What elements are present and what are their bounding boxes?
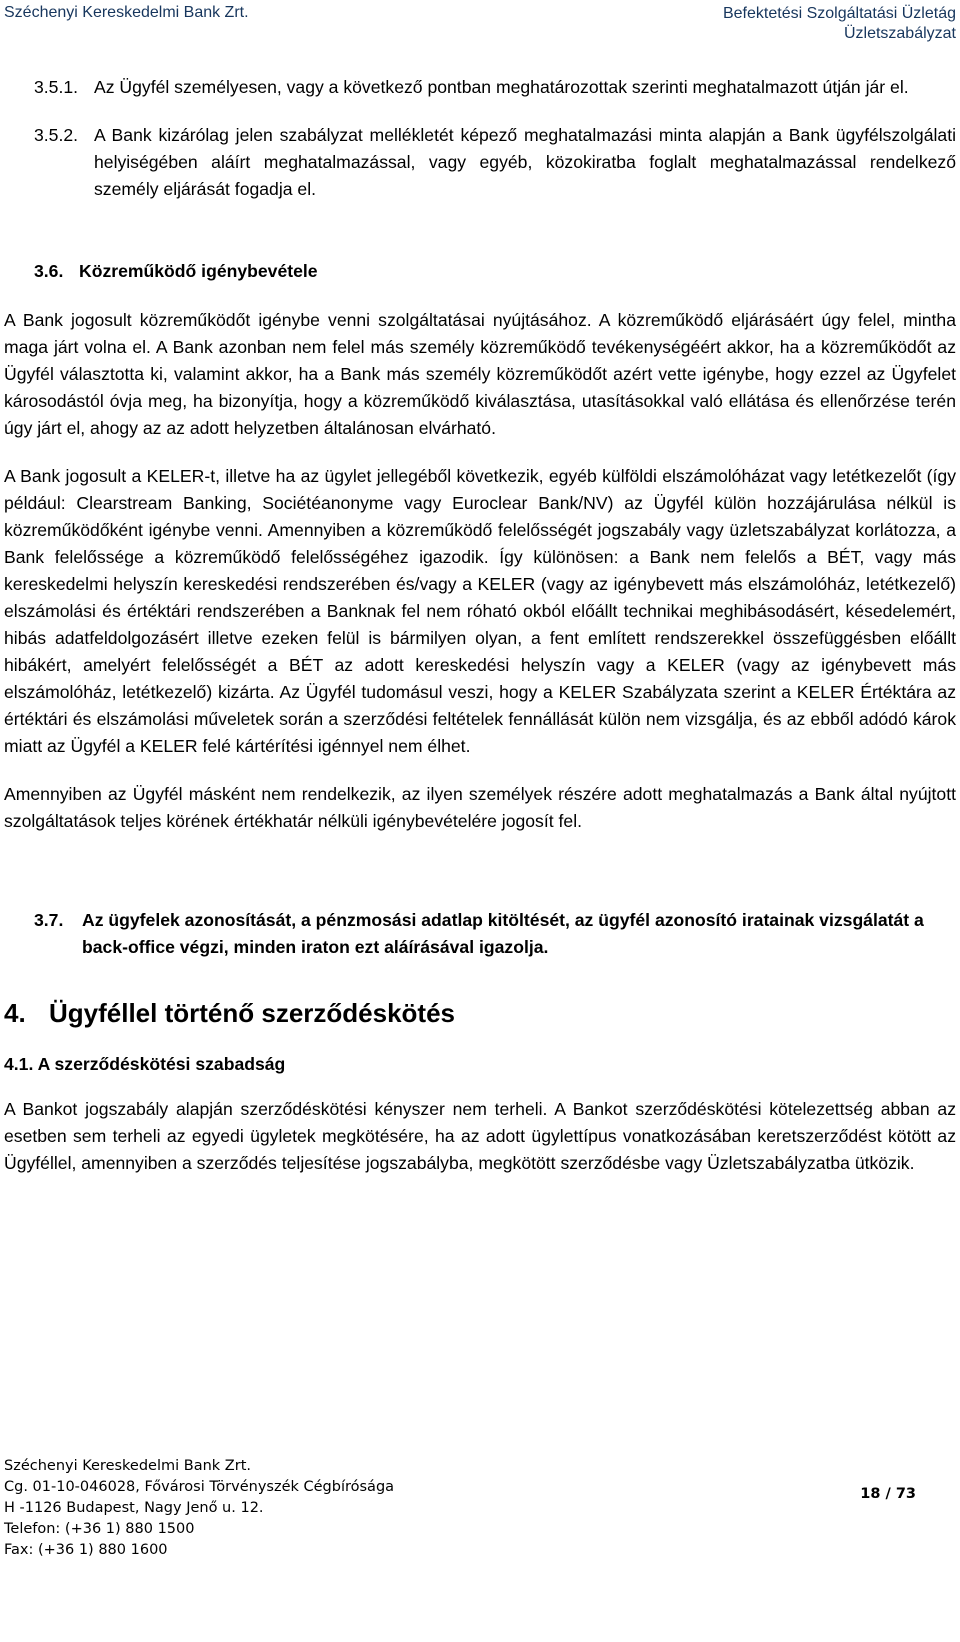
section-text: A Bank kizárólag jelen szabályzat mellékletét képező meghatalmazási minta alapján a Bank ügyfélszolgálati helyiségében aláírt meghatalmazással, vagy egyéb, közokiratba foglalt meghatalmazással rendelkező személy eljárását fogadja el. — [94, 125, 956, 199]
section-text: Az Ügyfél személyesen, vagy a következő pontban meghatározottak szerinti meghatalmazott útján jár el. — [94, 77, 909, 97]
section-3-7 — [4, 907, 956, 961]
section-title: Ügyféllel történő szerződéskötés — [49, 998, 455, 1028]
header-division: Befektetési Szolgáltatási Üzletág — [722, 5, 956, 22]
page-header — [0, 0, 960, 42]
section-title: Közreműködő igénybevétele — [79, 261, 318, 281]
section-4-heading — [4, 997, 956, 1029]
footer-registration: Cg. 01-10-046028, Fővárosi Törvényszék Cégbírósága — [4, 1479, 395, 1495]
page-footer — [4, 1456, 956, 1561]
section-3-6-paragraph-3: Amennyiben az Ügyfél másként nem rendelkezik, az ilyen személyek részére adott meghatalmazás a Bank által nyújtott szolgáltatások teljes körének értékhatár nélküli igénybevételére jogosít fel. — [4, 784, 956, 831]
section-3-6-heading — [4, 258, 956, 285]
header-document-title — [723, 4, 956, 44]
footer-address: H -1126 Budapest, Nagy Jenő u. 12. — [4, 1500, 264, 1516]
section-4-1-paragraph: A Bankot jogszabály alapján szerződéskötési kényszer nem terheli. A Bankot szerződéskötési kötelezettség abban az esetben sem terheli az egyedi ügyletek megkötésére, ha az adott ügylettípus vonatkozásában keretszerződést kötött az Ügyféllel, amennyiben a szerződés teljesítése jogszabályba, megkötött szerződésbe vagy Üzletszabályzatba ütközik. — [4, 1099, 956, 1173]
section-number: 3.5.2. — [34, 125, 79, 145]
footer-company-name: Széchenyi Kereskedelmi Bank Zrt. — [4, 1458, 251, 1474]
section-3-6-paragraph-1: A Bank jogosult közreműködőt igénybe venni szolgáltatásai nyújtásához. A közreműködő eljárásáért úgy felel, mintha maga járt volna el. A Bank azonban nem felel más személy közreműködő tevékenységéért akkor, ha a közreműködőt az Ügyfél választotta ki, valamint akkor, ha a Bank más személy közreműködőt azért vette igénybe, hogy ezzel az Ügyfelet károsodástól óvja meg, ha bizonyítja, hogy a közreműködő kiválasztása, utasításokkal való ellátása és ellenőrzése terén úgy járt el, ahogy az az adott helyzetben általánosan elvárható. — [4, 310, 956, 438]
section-number: 4. — [4, 998, 26, 1028]
section-number: 3.5.1. — [34, 77, 79, 97]
header-company-name: Széchenyi Kereskedelmi Bank Zrt. — [4, 4, 249, 21]
section-text: Az ügyfelek azonosítását, a pénzmosási adatlap kitöltését, az ügyfél azonosító iratainak vizsgálatát a back-office végzi, minden iraton ezt aláírásával igazolja. — [82, 910, 924, 957]
section-3-5-2 — [4, 122, 956, 203]
section-4-1-heading: 4.1. A szerződéskötési szabadság — [4, 1054, 286, 1074]
page-number: 18 / 73 — [860, 1486, 916, 1502]
section-3-5-1 — [4, 74, 956, 101]
section-number: 3.7. — [34, 910, 64, 930]
footer-fax: Fax: (+36 1) 880 1600 — [4, 1542, 168, 1558]
section-number: 3.6. — [34, 261, 64, 281]
document-body — [4, 74, 956, 1177]
section-3-6-paragraph-2: A Bank jogosult a KELER-t, illetve ha az ügylet jellegéből következik, egyéb külföldi elszámolóházat vagy letétkezelőt (így például: Clearstream Banking, Sociétéanonyme vagy Euroclear Bank/NV) az Ügyfél külön hozzájárulása nélkül is közreműködőként igénybe venni. Amennyiben a közreműködő felelősségét jogszabály vagy üzletszabályzat korlátozza, a Bank felelőssége a közreműködő felelősségéhez igazodik. Így különösen: a Bank nem felelős a BÉT, vagy más kereskedelmi helyszín kereskedési rendszerében és/vagy a KELER (vagy az igénybevett más elszámolóház, letétkezelő) elszámolási és értéktári rendszerében a Banknak fel nem róható okból előállt technikai meghibásodásért, késedelemért, hibás adatfeldolgozásért illetve ezeken felül is bármilyen olyan, a fent említett rendszerekkel összefüggésben előállt hibákért, amelyért felelősségét a BÉT az adott kereskedési helyszín vagy a KELER (vagy az igénybevett más elszámolóház, letétkezelő) kizárta. Az Ügyfél tudomásul veszi, hogy a KELER Szabályzata szerint a KELER Értéktára az értéktári és elszámolási műveletek során a szerződési feltételek fennállását külön nem vizsgálja, és az ebből adódó károk miatt az Ügyfél a KELER felé kártérítési igénnyel nem élhet. — [4, 466, 956, 756]
footer-phone: Telefon: (+36 1) 880 1500 — [4, 1521, 195, 1537]
header-doc-name: Üzletszabályzat — [843, 25, 956, 42]
